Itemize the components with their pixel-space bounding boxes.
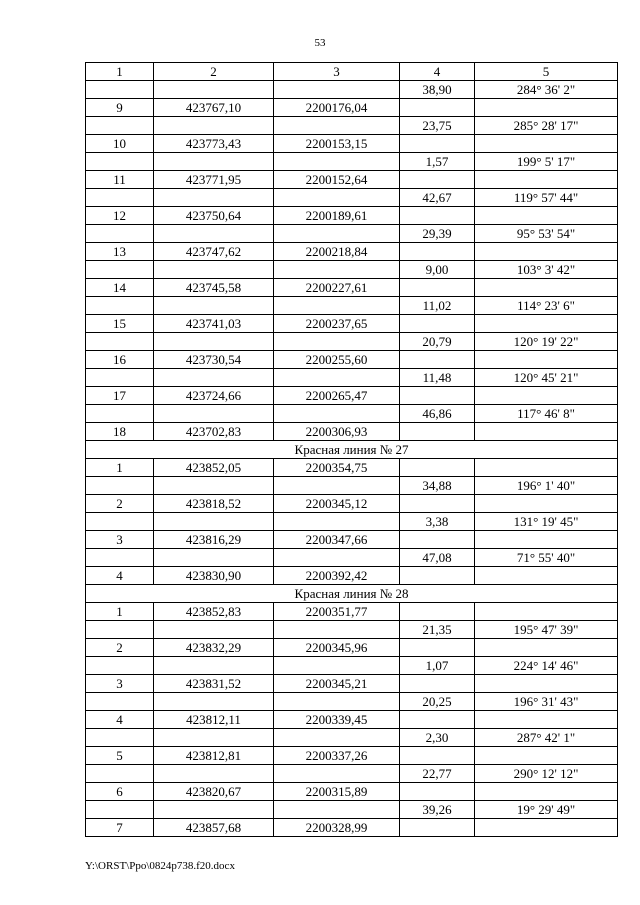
point-number: 13 [86, 243, 154, 261]
point-row [86, 207, 618, 225]
coord-y-empty [274, 549, 400, 567]
coord-x: 423816,29 [154, 531, 274, 549]
direction-angle: 120° 19' 22" [475, 333, 618, 351]
segment-row [86, 117, 618, 135]
distance-empty [400, 171, 475, 189]
distance: 22,77 [400, 765, 475, 783]
section-title-row [86, 585, 618, 603]
coord-x-empty [154, 261, 274, 279]
page-number: 53 [314, 37, 326, 49]
header-cell-2: 2 [154, 63, 274, 81]
coord-x-empty [154, 477, 274, 495]
segment-row [86, 369, 618, 387]
angle-empty [475, 135, 618, 153]
coord-y: 2200337,26 [274, 747, 400, 765]
point-number-empty [86, 729, 154, 747]
point-number-empty [86, 657, 154, 675]
distance-empty [400, 783, 475, 801]
coord-y-empty [274, 765, 400, 783]
angle-empty [475, 279, 618, 297]
segment-row [86, 765, 618, 783]
coord-x-empty [154, 81, 274, 99]
point-row [86, 459, 618, 477]
header-cell-3: 3 [274, 63, 400, 81]
point-number: 1 [86, 603, 154, 621]
angle-empty [475, 567, 618, 585]
distance: 34,88 [400, 477, 475, 495]
point-number: 11 [86, 171, 154, 189]
point-row [86, 351, 618, 369]
segment-row [86, 405, 618, 423]
point-number-empty [86, 405, 154, 423]
coord-x: 423832,29 [154, 639, 274, 657]
direction-angle: 119° 57' 44" [475, 189, 618, 207]
distance: 20,25 [400, 693, 475, 711]
point-number-empty [86, 117, 154, 135]
distance-empty [400, 639, 475, 657]
distance: 3,38 [400, 513, 475, 531]
coord-x-empty [154, 369, 274, 387]
segment-row [86, 621, 618, 639]
coord-x: 423730,54 [154, 351, 274, 369]
coord-x: 423830,90 [154, 567, 274, 585]
point-number-empty [86, 81, 154, 99]
direction-angle: 19° 29' 49" [475, 801, 618, 819]
coord-x: 423773,43 [154, 135, 274, 153]
point-row [86, 279, 618, 297]
distance-empty [400, 567, 475, 585]
header-row [86, 63, 618, 81]
direction-angle: 199° 5' 17" [475, 153, 618, 171]
table-body [86, 63, 618, 837]
distance-empty [400, 747, 475, 765]
coord-y: 2200315,89 [274, 783, 400, 801]
angle-empty [475, 711, 618, 729]
distance-empty [400, 207, 475, 225]
distance: 20,79 [400, 333, 475, 351]
point-row [86, 819, 618, 837]
distance-empty [400, 243, 475, 261]
header-cell-5: 5 [475, 63, 618, 81]
section-title: Красная линия № 27 [86, 441, 618, 459]
coord-y: 2200351,77 [274, 603, 400, 621]
coord-x: 423812,81 [154, 747, 274, 765]
angle-empty [475, 423, 618, 441]
coord-y-empty [274, 657, 400, 675]
point-row [86, 423, 618, 441]
point-row [86, 495, 618, 513]
coord-x: 423812,11 [154, 711, 274, 729]
point-number: 10 [86, 135, 154, 153]
point-number-empty [86, 189, 154, 207]
coord-y: 2200176,04 [274, 99, 400, 117]
coord-x-empty [154, 297, 274, 315]
point-row [86, 243, 618, 261]
distance-empty [400, 315, 475, 333]
coord-x-empty [154, 765, 274, 783]
direction-angle: 114° 23' 6" [475, 297, 618, 315]
point-number-empty [86, 693, 154, 711]
coord-x-empty [154, 729, 274, 747]
point-number: 16 [86, 351, 154, 369]
coord-x-empty [154, 513, 274, 531]
coord-y: 2200152,64 [274, 171, 400, 189]
angle-empty [475, 99, 618, 117]
coord-x: 423852,83 [154, 603, 274, 621]
distance-empty [400, 279, 475, 297]
distance: 11,02 [400, 297, 475, 315]
point-number: 7 [86, 819, 154, 837]
coord-y-empty [274, 81, 400, 99]
coord-y-empty [274, 189, 400, 207]
section-title-row [86, 441, 618, 459]
coord-y: 2200345,12 [274, 495, 400, 513]
coord-y: 2200237,65 [274, 315, 400, 333]
direction-angle: 196° 1' 40" [475, 477, 618, 495]
angle-empty [475, 531, 618, 549]
point-row [86, 171, 618, 189]
point-number-empty [86, 549, 154, 567]
coord-x-empty [154, 657, 274, 675]
coord-x-empty [154, 801, 274, 819]
segment-row [86, 729, 618, 747]
coord-x-empty [154, 333, 274, 351]
coord-y-empty [274, 621, 400, 639]
point-number: 5 [86, 747, 154, 765]
coord-y: 2200153,15 [274, 135, 400, 153]
point-row [86, 603, 618, 621]
point-number-empty [86, 369, 154, 387]
coord-y-empty [274, 369, 400, 387]
coord-y: 2200345,96 [274, 639, 400, 657]
coord-x: 423702,83 [154, 423, 274, 441]
coord-y-empty [274, 117, 400, 135]
direction-angle: 196° 31' 43" [475, 693, 618, 711]
coord-y-empty [274, 153, 400, 171]
distance: 46,86 [400, 405, 475, 423]
point-number: 9 [86, 99, 154, 117]
coord-x: 423741,03 [154, 315, 274, 333]
segment-row [86, 549, 618, 567]
distance-empty [400, 387, 475, 405]
point-number: 4 [86, 711, 154, 729]
coord-x: 423818,52 [154, 495, 274, 513]
segment-row [86, 513, 618, 531]
distance-empty [400, 99, 475, 117]
point-number: 17 [86, 387, 154, 405]
point-number: 14 [86, 279, 154, 297]
coord-y-empty [274, 261, 400, 279]
coord-x: 423831,52 [154, 675, 274, 693]
distance-empty [400, 135, 475, 153]
distance-empty [400, 531, 475, 549]
coord-x-empty [154, 549, 274, 567]
point-number: 1 [86, 459, 154, 477]
direction-angle: 120° 45' 21" [475, 369, 618, 387]
coord-x-empty [154, 621, 274, 639]
coord-y: 2200347,66 [274, 531, 400, 549]
section-title: Красная линия № 28 [86, 585, 618, 603]
direction-angle: 71° 55' 40" [475, 549, 618, 567]
direction-angle: 131° 19' 45" [475, 513, 618, 531]
angle-empty [475, 315, 618, 333]
point-number-empty [86, 297, 154, 315]
segment-row [86, 333, 618, 351]
direction-angle: 224° 14' 46" [475, 657, 618, 675]
distance-empty [400, 603, 475, 621]
point-row [86, 135, 618, 153]
coord-y-empty [274, 513, 400, 531]
point-row [86, 783, 618, 801]
angle-empty [475, 783, 618, 801]
coord-y: 2200189,61 [274, 207, 400, 225]
segment-row [86, 657, 618, 675]
coord-x: 423747,62 [154, 243, 274, 261]
angle-empty [475, 675, 618, 693]
header-cell-1: 1 [86, 63, 154, 81]
point-number-empty [86, 801, 154, 819]
angle-empty [475, 351, 618, 369]
point-number-empty [86, 513, 154, 531]
coord-x: 423750,64 [154, 207, 274, 225]
direction-angle: 195° 47' 39" [475, 621, 618, 639]
point-row [86, 675, 618, 693]
coord-x: 423724,66 [154, 387, 274, 405]
coord-x-empty [154, 117, 274, 135]
coord-y: 2200345,21 [274, 675, 400, 693]
direction-angle: 117° 46' 8" [475, 405, 618, 423]
point-number: 15 [86, 315, 154, 333]
coord-x: 423857,68 [154, 819, 274, 837]
point-number: 2 [86, 495, 154, 513]
distance: 21,35 [400, 621, 475, 639]
coord-y-empty [274, 693, 400, 711]
header-cell-4: 4 [400, 63, 475, 81]
coord-x: 423852,05 [154, 459, 274, 477]
point-row [86, 387, 618, 405]
angle-empty [475, 495, 618, 513]
coord-y: 2200218,84 [274, 243, 400, 261]
segment-row [86, 189, 618, 207]
segment-row [86, 477, 618, 495]
angle-empty [475, 459, 618, 477]
distance-empty [400, 459, 475, 477]
angle-empty [475, 207, 618, 225]
distance: 39,26 [400, 801, 475, 819]
point-row [86, 531, 618, 549]
segment-row [86, 153, 618, 171]
distance: 42,67 [400, 189, 475, 207]
coord-y: 2200227,61 [274, 279, 400, 297]
angle-empty [475, 387, 618, 405]
coordinates-table [85, 62, 618, 837]
coord-y-empty [274, 225, 400, 243]
coord-y-empty [274, 405, 400, 423]
point-number: 12 [86, 207, 154, 225]
point-number: 2 [86, 639, 154, 657]
distance: 29,39 [400, 225, 475, 243]
direction-angle: 284° 36' 2" [475, 81, 618, 99]
coord-y: 2200392,42 [274, 567, 400, 585]
coord-x: 423771,95 [154, 171, 274, 189]
point-number: 6 [86, 783, 154, 801]
angle-empty [475, 243, 618, 261]
coord-y-empty [274, 297, 400, 315]
point-row [86, 99, 618, 117]
segment-row [86, 297, 618, 315]
coord-y: 2200306,93 [274, 423, 400, 441]
coord-y-empty [274, 801, 400, 819]
point-number-empty [86, 621, 154, 639]
coord-x: 423767,10 [154, 99, 274, 117]
coord-y-empty [274, 729, 400, 747]
distance-empty [400, 711, 475, 729]
point-number-empty [86, 153, 154, 171]
distance-empty [400, 675, 475, 693]
point-row [86, 711, 618, 729]
coord-y: 2200354,75 [274, 459, 400, 477]
coord-x-empty [154, 153, 274, 171]
distance-empty [400, 351, 475, 369]
coord-y-empty [274, 477, 400, 495]
point-number: 3 [86, 675, 154, 693]
angle-empty [475, 819, 618, 837]
coord-x-empty [154, 189, 274, 207]
point-number: 4 [86, 567, 154, 585]
coord-x-empty [154, 225, 274, 243]
distance-empty [400, 423, 475, 441]
distance: 9,00 [400, 261, 475, 279]
point-row [86, 639, 618, 657]
point-row [86, 747, 618, 765]
segment-row [86, 693, 618, 711]
point-number: 3 [86, 531, 154, 549]
point-number-empty [86, 333, 154, 351]
direction-angle: 290° 12' 12" [475, 765, 618, 783]
segment-row [86, 225, 618, 243]
coord-y: 2200328,99 [274, 819, 400, 837]
segment-row [86, 261, 618, 279]
distance: 2,30 [400, 729, 475, 747]
distance-empty [400, 819, 475, 837]
distance: 1,07 [400, 657, 475, 675]
angle-empty [475, 639, 618, 657]
angle-empty [475, 747, 618, 765]
distance-empty [400, 495, 475, 513]
distance: 38,90 [400, 81, 475, 99]
coord-x-empty [154, 693, 274, 711]
coord-y: 2200265,47 [274, 387, 400, 405]
point-number: 18 [86, 423, 154, 441]
distance: 23,75 [400, 117, 475, 135]
point-row [86, 315, 618, 333]
angle-empty [475, 171, 618, 189]
footer-file-path: Y:\ORST\Ppo\0824p738.f20.docx [85, 860, 235, 872]
point-number-empty [86, 225, 154, 243]
coord-y: 2200339,45 [274, 711, 400, 729]
segment-row [86, 801, 618, 819]
distance: 11,48 [400, 369, 475, 387]
point-number-empty [86, 765, 154, 783]
direction-angle: 287° 42' 1" [475, 729, 618, 747]
coord-y: 2200255,60 [274, 351, 400, 369]
coord-y-empty [274, 333, 400, 351]
angle-empty [475, 603, 618, 621]
point-row [86, 567, 618, 585]
distance: 47,08 [400, 549, 475, 567]
direction-angle: 95° 53' 54" [475, 225, 618, 243]
coord-x-empty [154, 405, 274, 423]
distance: 1,57 [400, 153, 475, 171]
coord-x: 423820,67 [154, 783, 274, 801]
point-number-empty [86, 477, 154, 495]
segment-row [86, 81, 618, 99]
point-number-empty [86, 261, 154, 279]
coord-x: 423745,58 [154, 279, 274, 297]
direction-angle: 285° 28' 17" [475, 117, 618, 135]
direction-angle: 103° 3' 42" [475, 261, 618, 279]
